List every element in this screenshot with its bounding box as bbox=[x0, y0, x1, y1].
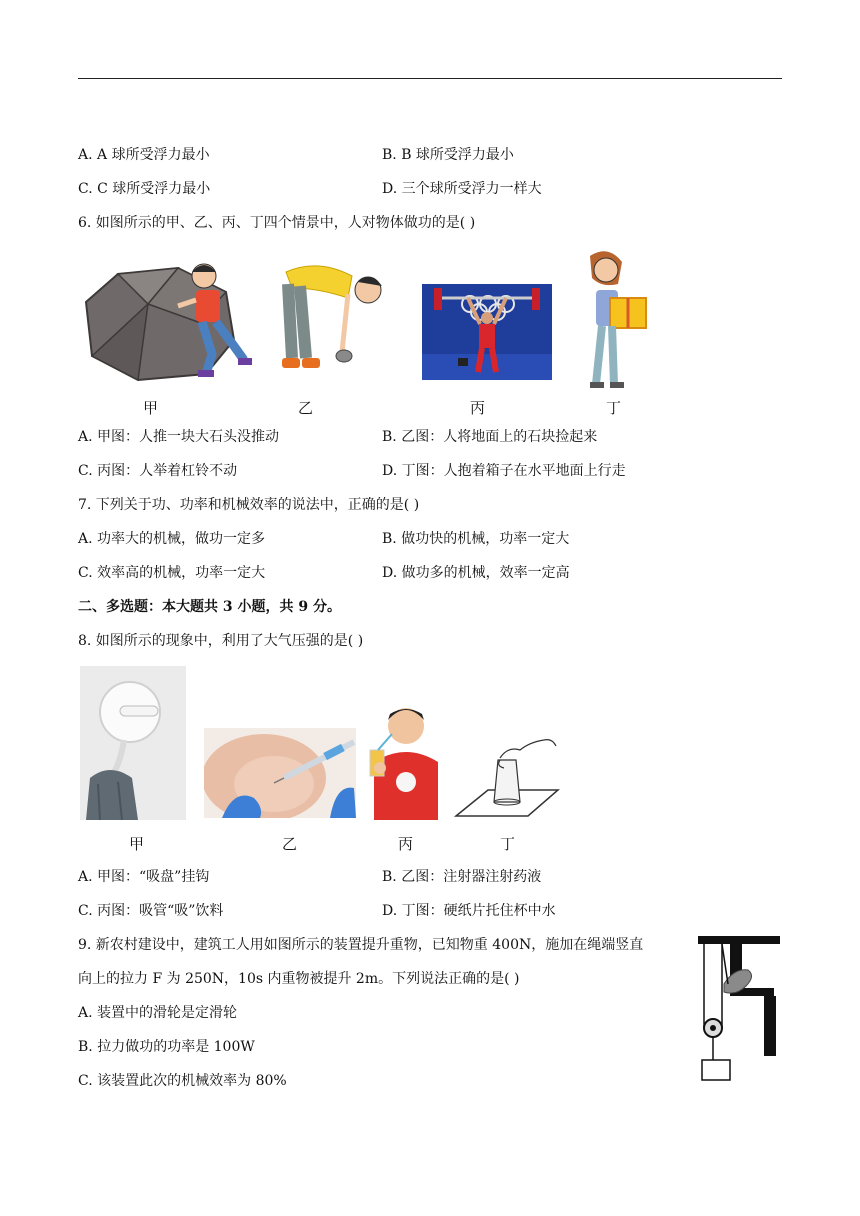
q7-option-a: A. 功率大的机械，做功一定多 bbox=[78, 531, 266, 547]
q9-option-a: A. 装置中的滑轮是定滑轮 bbox=[78, 1005, 238, 1021]
q8-caption-ding: 丁 bbox=[500, 835, 516, 853]
q8-figure-jia bbox=[80, 666, 186, 820]
q8-figure-bing bbox=[366, 702, 442, 820]
q6-option-c: C. 丙图：人举着杠铃不动 bbox=[78, 463, 238, 479]
q9-pulley-figure bbox=[698, 936, 782, 1084]
q8-option-c: C. 丙图：吸管“吸”饮料 bbox=[78, 903, 224, 919]
q8-figure-ding bbox=[454, 736, 560, 818]
q8-stem: 8. 如图所示的现象中，利用了大气压强的是( ) bbox=[78, 633, 364, 649]
q8-caption-bing: 丙 bbox=[398, 835, 414, 853]
q6-caption-yi: 乙 bbox=[298, 399, 314, 417]
section-title: 二、多选题：本大题共 3 小题，共 9 分。 bbox=[78, 599, 341, 615]
q6-figure-bing bbox=[422, 284, 552, 380]
q9-stem-line2: 向上的拉力 F 为 250N，10s 内重物被提升 2m。下列说法正确的是( ) bbox=[78, 971, 520, 987]
q9-option-b: B. 拉力做功的功率是 100W bbox=[78, 1039, 255, 1055]
q6-option-b: B. 乙图：人将地面上的石块捡起来 bbox=[382, 429, 598, 445]
q6-caption-ding: 丁 bbox=[606, 399, 622, 417]
q7-option-c: C. 效率高的机械，功率一定大 bbox=[78, 565, 266, 581]
q8-option-a: A. 甲图：“吸盘”挂钩 bbox=[78, 869, 210, 885]
q6-stem: 6. 如图所示的甲、乙、丙、丁四个情景中，人对物体做功的是( ) bbox=[78, 215, 476, 231]
header-rule bbox=[78, 78, 782, 79]
q9-stem-line1: 9. 新农村建设中，建筑工人用如图所示的装置提升重物，已知物重 400N，施加在绳端竖直 bbox=[78, 937, 644, 953]
q8-option-b: B. 乙图：注射器注射药液 bbox=[382, 869, 542, 885]
q8-caption-yi: 乙 bbox=[282, 835, 298, 853]
q6-caption-jia: 甲 bbox=[143, 399, 159, 417]
q5-option-c: C. C 球所受浮力最小 bbox=[78, 181, 211, 197]
q7-option-d: D. 做功多的机械，效率一定高 bbox=[382, 565, 570, 581]
q7-stem: 7. 下列关于功、功率和机械效率的说法中，正确的是( ) bbox=[78, 497, 420, 513]
q9-option-c: C. 该装置此次的机械效率为 80% bbox=[78, 1073, 287, 1089]
q8-figure-yi bbox=[204, 728, 356, 818]
q6-figure-ding bbox=[582, 248, 652, 390]
q5-option-d: D. 三个球所受浮力一样大 bbox=[382, 181, 542, 197]
q8-option-d: D. 丁图：硬纸片托住杯中水 bbox=[382, 903, 556, 919]
q5-option-b: B. B 球所受浮力最小 bbox=[382, 147, 514, 163]
q5-option-a: A. A 球所受浮力最小 bbox=[78, 147, 210, 163]
q8-caption-jia: 甲 bbox=[129, 835, 145, 853]
q6-option-d: D. 丁图：人抱着箱子在水平地面上行走 bbox=[382, 463, 626, 479]
q6-caption-bing: 丙 bbox=[470, 399, 486, 417]
q6-figure-yi bbox=[278, 258, 388, 378]
q6-figure-jia bbox=[78, 262, 253, 382]
q7-option-b: B. 做功快的机械，功率一定大 bbox=[382, 531, 570, 547]
q6-option-a: A. 甲图：人推一块大石头没推动 bbox=[78, 429, 280, 445]
